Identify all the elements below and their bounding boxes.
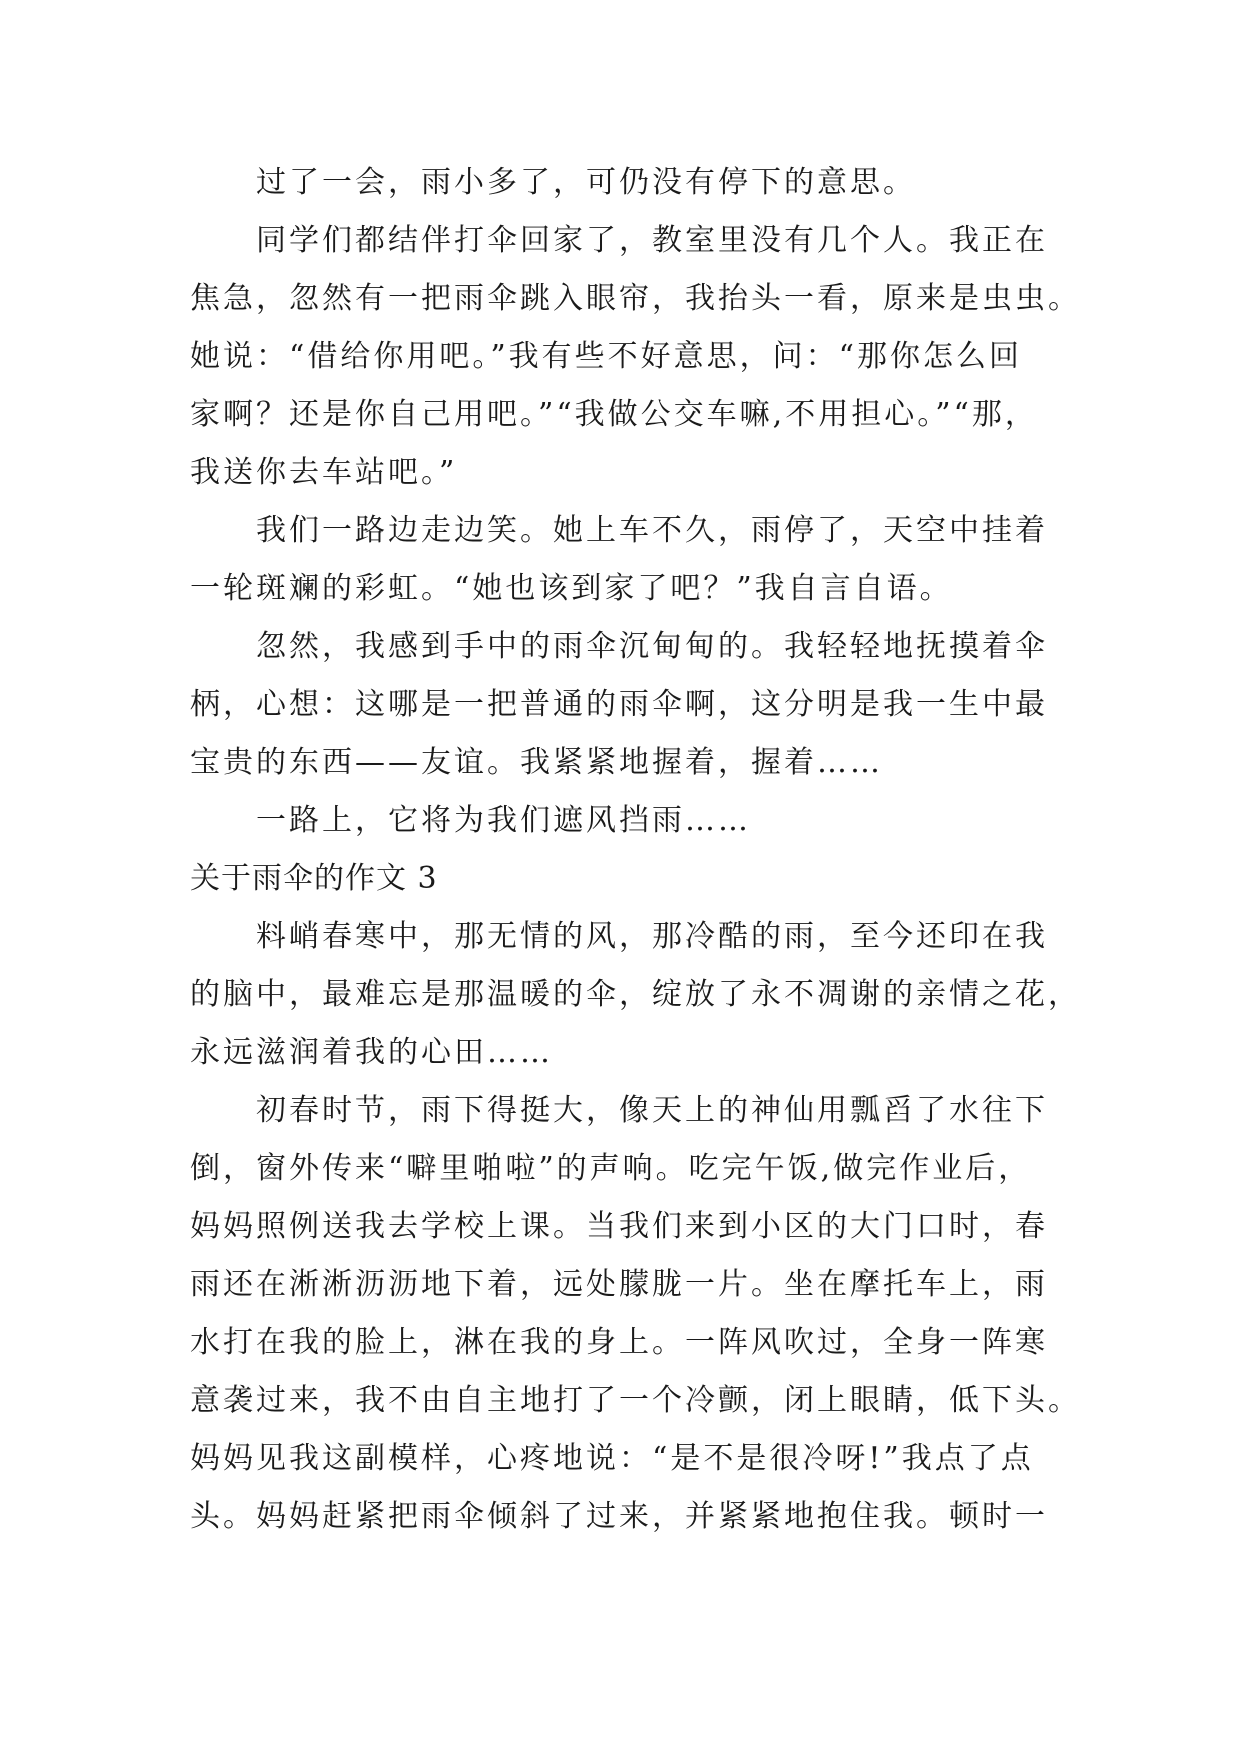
text-line: 过了一会，雨小多了，可仍没有停下的意思。	[256, 165, 916, 200]
text-line: 妈妈见我这副模样，心疼地说：“是不是很冷呀!”我点了点	[190, 1441, 1034, 1476]
text-line: 家啊？还是你自己用吧。”“我做公交车嘛,不用担心。”“那，	[190, 397, 1038, 432]
text-line: 忽然，我感到手中的雨伞沉甸甸的。我轻轻地抚摸着伞	[256, 629, 1048, 664]
text-line: 的脑中，最难忘是那温暖的伞，绽放了永不凋谢的亲情之花，	[190, 977, 1081, 1012]
text-line: 料峭春寒中，那无情的风，那冷酷的雨，至今还印在我	[256, 919, 1048, 954]
text-line: 永远滋润着我的心田……	[190, 1035, 553, 1070]
text-line: 同学们都结伴打伞回家了，教室里没有几个人。我正在	[256, 223, 1048, 258]
text-line: 一轮斑斓的彩虹。“她也该到家了吧？”我自言自语。	[190, 571, 953, 606]
text-line: 意袭过来，我不由自主地打了一个冷颤，闭上眼睛，低下头。	[190, 1383, 1081, 1418]
text-line: 柄，心想：这哪是一把普通的雨伞啊，这分明是我一生中最	[190, 687, 1048, 722]
text-line: 头。妈妈赶紧把雨伞倾斜了过来，并紧紧地抱住我。顿时一	[190, 1499, 1048, 1534]
section-heading: 关于雨伞的作文 3	[190, 861, 438, 896]
document-body	[190, 154, 1081, 1546]
text-line: 焦急，忽然有一把雨伞跳入眼帘，我抬头一看，原来是虫虫。	[190, 281, 1081, 316]
text-line: 我们一路边走边笑。她上车不久，雨停了，天空中挂着	[256, 513, 1048, 548]
text-line: 一路上，它将为我们遮风挡雨……	[256, 803, 751, 838]
text-line: 初春时节，雨下得挺大，像天上的神仙用瓢舀了水往下	[256, 1093, 1048, 1128]
text-line: 我送你去车站吧。”	[190, 455, 458, 490]
text-line: 妈妈照例送我去学校上课。当我们来到小区的大门口时，春	[190, 1209, 1048, 1244]
text-line: 雨还在淅淅沥沥地下着，远处朦胧一片。坐在摩托车上，雨	[190, 1267, 1048, 1302]
text-line: 水打在我的脸上，淋在我的身上。一阵风吹过，全身一阵寒	[190, 1325, 1048, 1360]
text-line: 宝贵的东西——友谊。我紧紧地握着，握着……	[190, 745, 883, 780]
text-line: 倒，窗外传来“噼里啪啦”的声响。吃完午饭,做完作业后，	[190, 1151, 1032, 1186]
text-line: 她说：“借给你用吧。”我有些不好意思，问：“那你怎么回	[190, 339, 1023, 374]
